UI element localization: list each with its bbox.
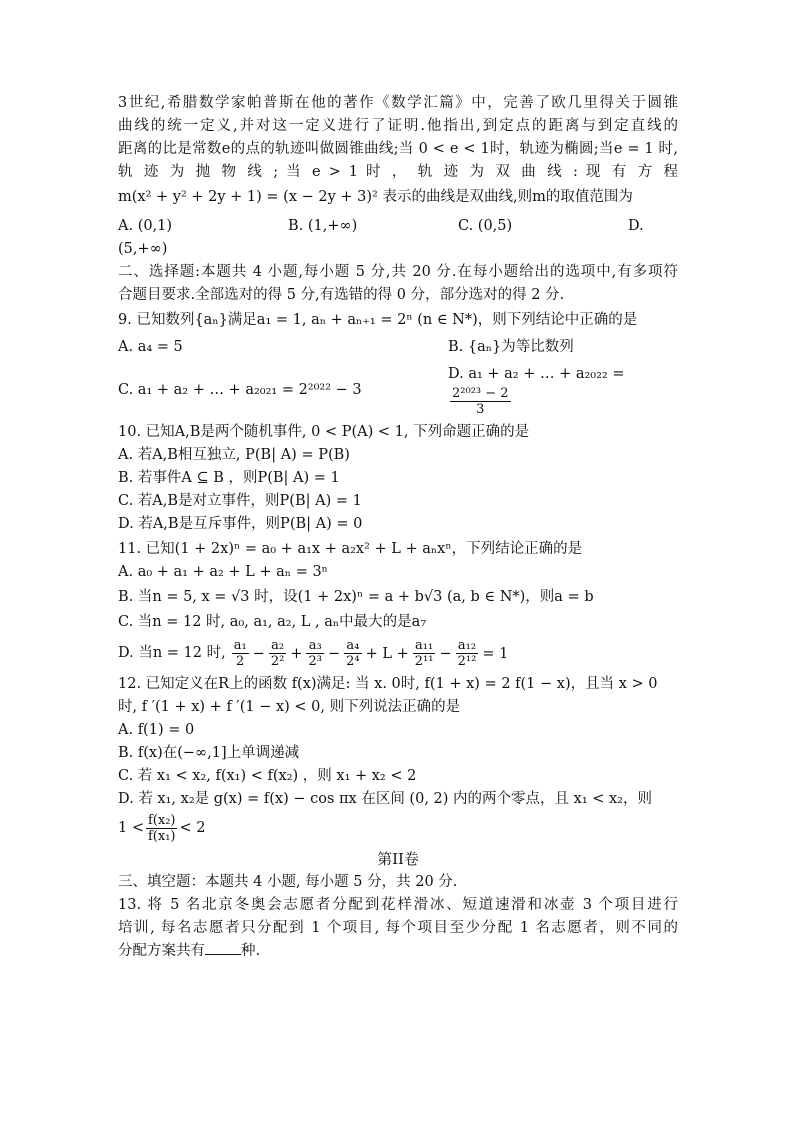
q12-option-c: C. 若 x₁ < x₂, f(x₁) < f(x₂) ，则 x₁ + x₂ < 2	[118, 768, 417, 784]
q11-option-d	[118, 638, 678, 669]
question-13	[118, 894, 678, 963]
q11-option-a: A. a₀ + a₁ + a₂ + L + aₙ = 3ⁿ	[118, 564, 328, 580]
q9-option-d-fraction	[450, 386, 511, 417]
q13-line-1: 13. 将 5 名北京冬奥会志愿者分配到花样滑冰、短道速滑和冰壶 3 个项目进行	[118, 897, 678, 913]
q12-option-d-suffix: < 2	[179, 820, 206, 836]
q11-fraction	[306, 638, 323, 669]
q11-fraction-operator: −	[439, 645, 452, 662]
q12-option-b: B. f(x)在(−∞,1]上单调递减	[118, 745, 300, 761]
q8-option-c: C. (0,5)	[458, 218, 513, 234]
q10-option-b: B. 若事件A ⊆ B ，则P(B| A) = 1	[118, 470, 340, 486]
q10-option-c: C. 若A,B是对立事件，则P(B| A) = 1	[118, 493, 362, 509]
q8-line-2: 曲线的统一定义,并对这一定义进行了证明.他指出,到定点的距离与到定直线的	[118, 118, 678, 134]
q10-option-d: D. 若A,B是互斥事件，则P(B| A) = 0	[118, 516, 363, 532]
q11-fraction-numerator: a₁₁	[413, 638, 436, 654]
q9-option-d	[448, 363, 678, 417]
q11-fraction-numerator: a₂	[269, 638, 286, 654]
q11-fraction	[344, 638, 361, 669]
q9-options-ab	[118, 336, 678, 359]
q12-option-d-prefix: 1 <	[118, 820, 144, 836]
q9-option-d-denominator: 3	[476, 402, 485, 417]
section-2-line-1: 二、选择题:本题共 4 小题,每小题 5 分,共 20 分.在每小题给出的选项中,有多项符	[118, 264, 678, 280]
q8-options	[118, 215, 678, 238]
q11-fraction	[269, 638, 286, 669]
q11-fraction	[232, 638, 249, 669]
q12-option-d-numerator: f(x₂)	[147, 813, 176, 828]
q11-option-d-prefix: D. 当n = 12 时,	[118, 645, 226, 661]
q13-line-3	[118, 940, 678, 963]
question-11	[118, 538, 678, 669]
q12-option-d-line-2	[118, 813, 678, 844]
q11-fraction-operator: = 1	[482, 645, 509, 662]
q13-line-3-suffix: 种.	[241, 943, 261, 959]
q11-fraction	[456, 638, 479, 669]
question-8	[118, 92, 678, 261]
q8-line-3: 距离的比是常数e的点的轨迹叫做圆锥曲线;当 0 < e < 1时，轨迹为椭圆;当e = 1 时,	[118, 141, 678, 157]
q9-option-b: B. {aₙ}为等比数列	[448, 339, 574, 355]
q8-line-5: m(x² + y² + 2y + 1) = (x − 2y + 3)² 表示的曲线是双曲线,则m的取值范围为	[118, 189, 633, 205]
q8-line-4: 轨 迹 为 抛 物 线 ; 当 e > 1 时 ， 轨 迹 为 双 曲 线 : 现 有 方 程	[118, 164, 678, 180]
q9-option-d-numerator: 2²⁰²³ − 2	[452, 386, 509, 401]
question-9	[118, 309, 678, 417]
question-10	[118, 421, 678, 536]
section-3-instructions: 三、填空题：本题共 4 小题, 每小题 5 分，共 20 分.	[118, 874, 458, 890]
q10-option-a: A. 若A,B相互独立, P(B| A) = P(B)	[118, 447, 350, 463]
q11-option-c: C. 当n = 12 时, a₀, a₁, a₂, L , aₙ中最大的是a₇	[118, 614, 427, 630]
q12-stem-line-1: 12. 已知定义在R上的函数 f(x)满足: 当 x. 0时, f(1 + x) = 2 f(1 − x)，且当 x > 0	[118, 676, 658, 692]
q11-fraction-denominator: 2²	[270, 654, 285, 669]
q8-line-1: 3世纪,希腊数学家帕普斯在他的著作《数学汇篇》中，完善了欧几里得关于圆锥	[118, 95, 678, 111]
q11-fraction	[413, 638, 436, 669]
q9-option-d-prefix: D. a₁ + a₂ + … + a₂₀₂₂ =	[448, 366, 625, 382]
part-2-title: 第II卷	[377, 850, 419, 868]
q11-fraction-operator: + L +	[365, 645, 409, 662]
q9-option-a: A. a₄ = 5	[118, 339, 183, 355]
q12-option-d-denominator: f(x₁)	[147, 829, 176, 844]
q10-stem: 10. 已知A,B是两个随机事件, 0 < P(A) < 1, 下列命题正确的是	[118, 424, 530, 440]
q11-fraction-denominator: 2³	[308, 654, 322, 669]
q11-fraction-operator: −	[327, 645, 341, 662]
q11-fraction-denominator: 2	[236, 654, 245, 669]
q11-fraction-denominator: 2¹²	[457, 654, 477, 669]
q8-option-d-value: (5,+∞)	[118, 241, 168, 257]
q13-line-3-prefix: 分配方案共有	[118, 943, 205, 959]
q12-option-a: A. f(1) = 0	[118, 722, 195, 738]
q13-line-2: 培训, 每名志愿者只分配到 1 个项目, 每个项目至少分配 1 名志愿者，则不同的	[118, 920, 678, 936]
section-2-instructions	[118, 261, 678, 307]
q8-option-a: A. (0,1)	[118, 218, 173, 234]
q8-option-b: B. (1,+∞)	[288, 218, 358, 234]
q11-option-d-series	[230, 638, 511, 669]
section-2-line-2: 合题目要求.全部选对的得 5 分,有选错的得 0 分，部分选对的得 2 分.	[118, 287, 565, 303]
q11-fraction-operator: −	[252, 645, 265, 662]
q11-fraction-denominator: 2¹¹	[414, 654, 434, 669]
q9-stem: 9. 已知数列{aₙ}满足a₁ = 1, aₙ + aₙ₊₁ = 2ⁿ (n ∈ N*)，则下列结论中正确的是	[118, 312, 638, 328]
q12-stem-line-2: 时, f ′(1 + x) + f ′(1 − x) < 0, 则下列说法正确的是	[118, 699, 461, 715]
q11-fraction-numerator: a₁₂	[456, 638, 479, 654]
q12-option-d-line-1: D. 若 x₁, x₂是 g(x) = f(x) − cos πx 在区间 (0, 2) 内的两个零点，且 x₁ < x₂，则	[118, 791, 652, 807]
q11-fraction-numerator: a₄	[344, 638, 361, 654]
q12-option-d-fraction	[146, 813, 178, 844]
q8-option-d: D.	[628, 218, 644, 234]
q9-option-c: C. a₁ + a₂ + … + a₂₀₂₁ = 2²⁰²² − 3	[118, 381, 362, 398]
q11-fraction-operator: +	[290, 645, 303, 662]
q11-stem: 11. 已知(1 + 2x)ⁿ = a₀ + a₁x + a₂x² + L + aₙxⁿ，下列结论正确的是	[118, 541, 583, 557]
q11-fraction-denominator: 2⁴	[346, 654, 360, 669]
q9-options-cd	[118, 363, 678, 417]
question-12	[118, 673, 678, 844]
answer-blank[interactable]	[205, 940, 241, 955]
q11-fraction-numerator: a₁	[233, 638, 247, 653]
q11-fraction-numerator: a₃	[306, 638, 323, 654]
exam-page	[118, 92, 678, 963]
q11-option-b: B. 当n = 5, x = √3 时，设(1 + 2x)ⁿ = a + b√3 (a, b ∈ N*)，则a = b	[118, 589, 594, 605]
